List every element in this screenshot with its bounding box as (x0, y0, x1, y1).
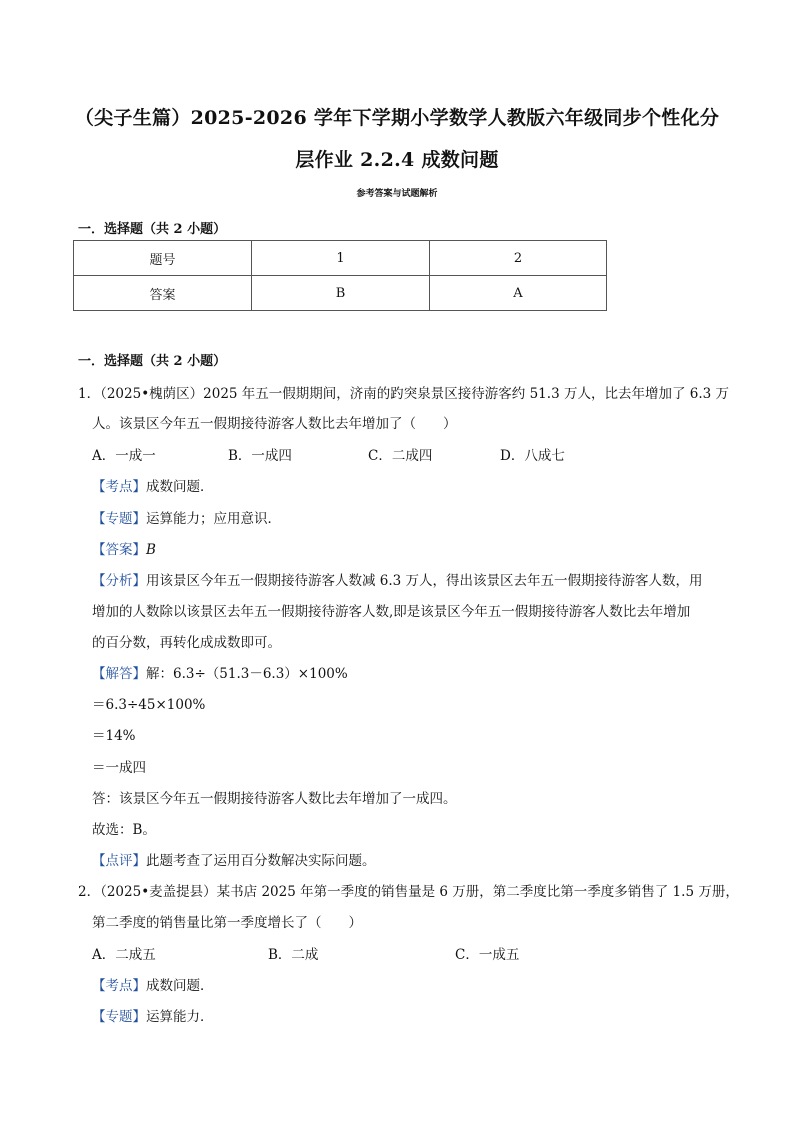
label: 【专题】 (92, 511, 146, 527)
table-cell: 1 (252, 241, 430, 276)
table-cell: 答案 (74, 276, 252, 311)
value: 运算能力． (146, 1009, 214, 1025)
q1-stem-line1: 1．（2025•槐荫区）2025 年五一假期期间，济南的趵突泉景区接待游客约 51.3 万人，比去年增加了 6.3 万 (78, 386, 729, 402)
answer-key-table (73, 240, 607, 311)
label: 【考点】 (92, 978, 146, 994)
table-cell: 2 (430, 241, 607, 276)
q1-daan (92, 538, 156, 558)
table-cell: B (252, 276, 430, 311)
value: 成数问题． (146, 978, 214, 994)
q1-step1: ＝6.3÷45×100% (92, 697, 206, 713)
q2-option-b: B．二成 (268, 947, 319, 963)
q2-kaodian (92, 974, 214, 994)
q2-stem-line1: 2．（2025•麦盖提县）某书店 2025 年第一季度的销售量是 6 万册，第二季度比第一季度多销售了 1.5 万册， (78, 884, 739, 900)
table-row (74, 276, 607, 311)
q1-option-b: B．一成四 (228, 448, 292, 464)
q1-choice: 故选：B。 (92, 822, 156, 838)
q1-stem-line2: 人。该景区今年五一假期接待游客人数比去年增加了（ ） (92, 416, 457, 432)
q1-option-c: C．二成四 (368, 448, 433, 464)
table-cell: 题号 (74, 241, 252, 276)
q2-stem-line2: 第二季度的销售量比第一季度增长了（ ） (92, 915, 362, 931)
table-row (74, 241, 607, 276)
document-subtitle: 参考答案与试题解析 (356, 189, 438, 199)
value: 成数问题． (146, 479, 214, 495)
q1-dianping (92, 849, 376, 869)
label: 【分析】 (92, 573, 146, 589)
q1-step3: ＝一成四 (92, 760, 146, 776)
label: 【解答】 (92, 666, 146, 682)
table-cell: A (430, 276, 607, 311)
q1-fenxi-line1 (92, 569, 703, 589)
document-title-line1: （尖子生篇）2025-2026 学年下学期小学数学人教版六年级同步个性化分 (74, 107, 720, 129)
value: 运算能力；应用意识． (146, 511, 281, 527)
q2-option-c: C．一成五 (455, 947, 520, 963)
label: 【考点】 (92, 479, 146, 495)
answer-key-section-heading: 一．选择题（共 2 小题） (78, 222, 227, 237)
value: 此题考查了运用百分数解决实际问题。 (146, 853, 376, 869)
q1-option-a: A．一成一 (92, 448, 156, 464)
q1-option-d: D．八成七 (500, 448, 565, 464)
solutions-section-heading: 一．选择题（共 2 小题） (78, 354, 227, 369)
q1-zhuanti (92, 507, 281, 527)
q2-option-a: A．二成五 (92, 947, 156, 963)
label: 【答案】 (92, 542, 146, 558)
value: 用该景区今年五一假期接待游客人数减 6.3 万人，得出该景区去年五一假期接待游客人数，用 (146, 573, 703, 589)
value: B (146, 542, 156, 558)
q1-step2: ＝14% (92, 728, 136, 744)
q2-zhuanti (92, 1005, 214, 1025)
q1-fenxi-line3: 的百分数，再转化成成数即可。 (92, 635, 281, 651)
value: 解：6.3÷（51.3－6.3）×100% (146, 666, 348, 682)
q1-answer-statement: 答：该景区今年五一假期接待游客人数比去年增加了一成四。 (92, 791, 457, 807)
q1-fenxi-line2: 增加的人数除以该景区去年五一假期接待游客人数,即是该景区今年五一假期接待游客人数比去年增加 (92, 604, 691, 620)
document-title-line2: 层作业 2.2.4 成数问题 (295, 149, 499, 171)
label: 【专题】 (92, 1009, 146, 1025)
q1-jieda (92, 662, 348, 682)
q1-kaodian (92, 475, 214, 495)
label: 【点评】 (92, 853, 146, 869)
